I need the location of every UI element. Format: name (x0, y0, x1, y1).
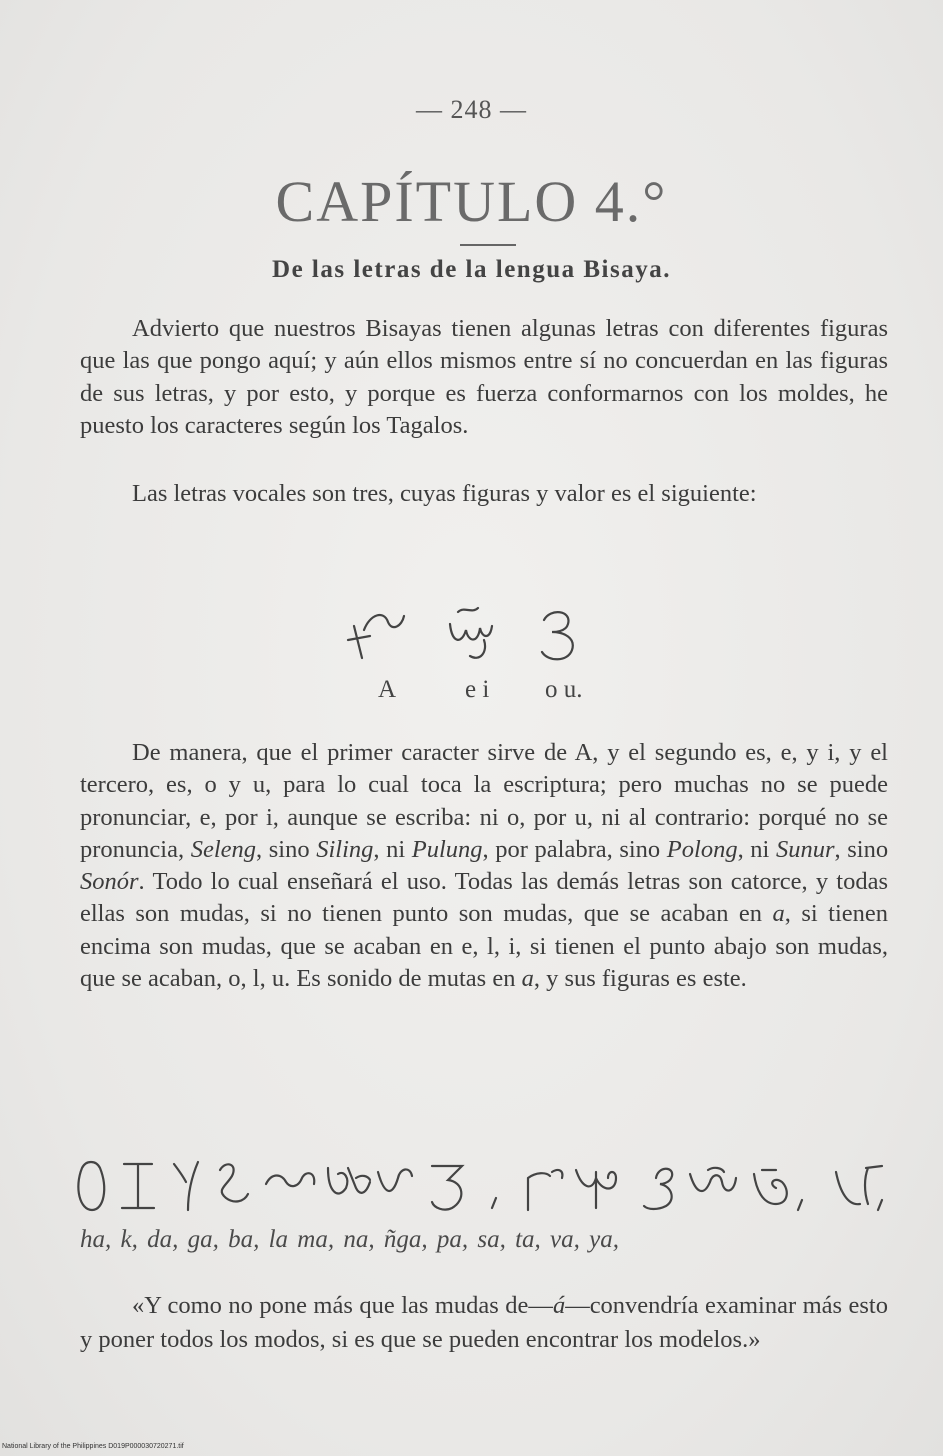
a-vowel-glyph (348, 615, 404, 658)
vowel-glyphs (340, 596, 600, 668)
chapter-title: CAPÍTULO 4.° (275, 169, 668, 234)
consonant-glyphs (76, 1148, 896, 1220)
nga-glyph (528, 1170, 562, 1210)
paragraph-3: De manera, que el primer caracter sirve de A, y el segundo es, e, y i, y el tercero, es, o y u, para lo cual toca la escriptura; pero muchas no se puede pronunciar, e, por i, aunque se escriba: ni o, por u, ni al contrario: porqué no se pronuncia, Seleng, sino Siling, ni Pulung, por palabra, sino Polong, ni Sunur, sino Sonór. Todo lo cual enseñará el uso. Todas las demás letras son catorce, y todas ellas son mudas, si no tienen punto son mudas, que se acaban en a, si tienen encima son mudas, que se acaban en e, l, i, si tienen el punto abajo son mudas, que se acaban, o, l, u. Es sonido de mutas en a, y sus figuras es este. (80, 739, 889, 993)
footer-credit: National Library of the Philippines D019P000030720271.tif (2, 1443, 184, 1450)
la-glyph (328, 1168, 370, 1194)
page-number: — 248 — (416, 95, 527, 124)
ba-glyph (266, 1173, 314, 1186)
da-glyph (174, 1162, 198, 1210)
paragraph-1: Advierto que nuestros Bisayas tienen algunas letras con diferentes figuras que las que pongo aquí; y aún ellos mismos entre sí no concuerdan en las figuras de sus letras, y por esto, y porque es fuerza conformarnos con los moldes, he puesto los caracteres según los Tagalos. (80, 315, 888, 439)
consonant-labels: ha, k, da, ga, ba, la ma, na, ñga, pa, sa, ta, va, ya, (80, 1226, 619, 1253)
comma-marks (492, 1198, 882, 1210)
vowel-label-a: A (378, 676, 397, 703)
ma-glyph (378, 1169, 412, 1191)
ou-vowel-glyph (542, 612, 573, 659)
na-glyph (432, 1166, 462, 1210)
ga-glyph (220, 1164, 248, 1201)
va-glyph (754, 1170, 787, 1204)
vowel-label-ei: e i (465, 676, 490, 703)
title-rule (460, 244, 516, 246)
paragraph-4: «Y como no pone más que las mudas de—á—convendría examinar más esto y poner todos los modos, si es que se pueden encontrar los modelos.» (80, 1292, 888, 1353)
ya-glyph (836, 1166, 882, 1204)
sa-glyph (644, 1169, 672, 1209)
chapter-subtitle: De las letras de la lengua Bisaya. (272, 256, 671, 283)
paragraph-2: Las letras vocales son tres, cuyas figuras y valor es el siguiente: (132, 480, 757, 507)
ha-glyph (78, 1162, 104, 1210)
vowel-label-ou: o u. (545, 676, 583, 703)
ka-glyph (122, 1164, 154, 1208)
ta-glyph (690, 1168, 736, 1191)
pa-glyph (576, 1170, 616, 1208)
ei-vowel-glyph (450, 608, 492, 658)
